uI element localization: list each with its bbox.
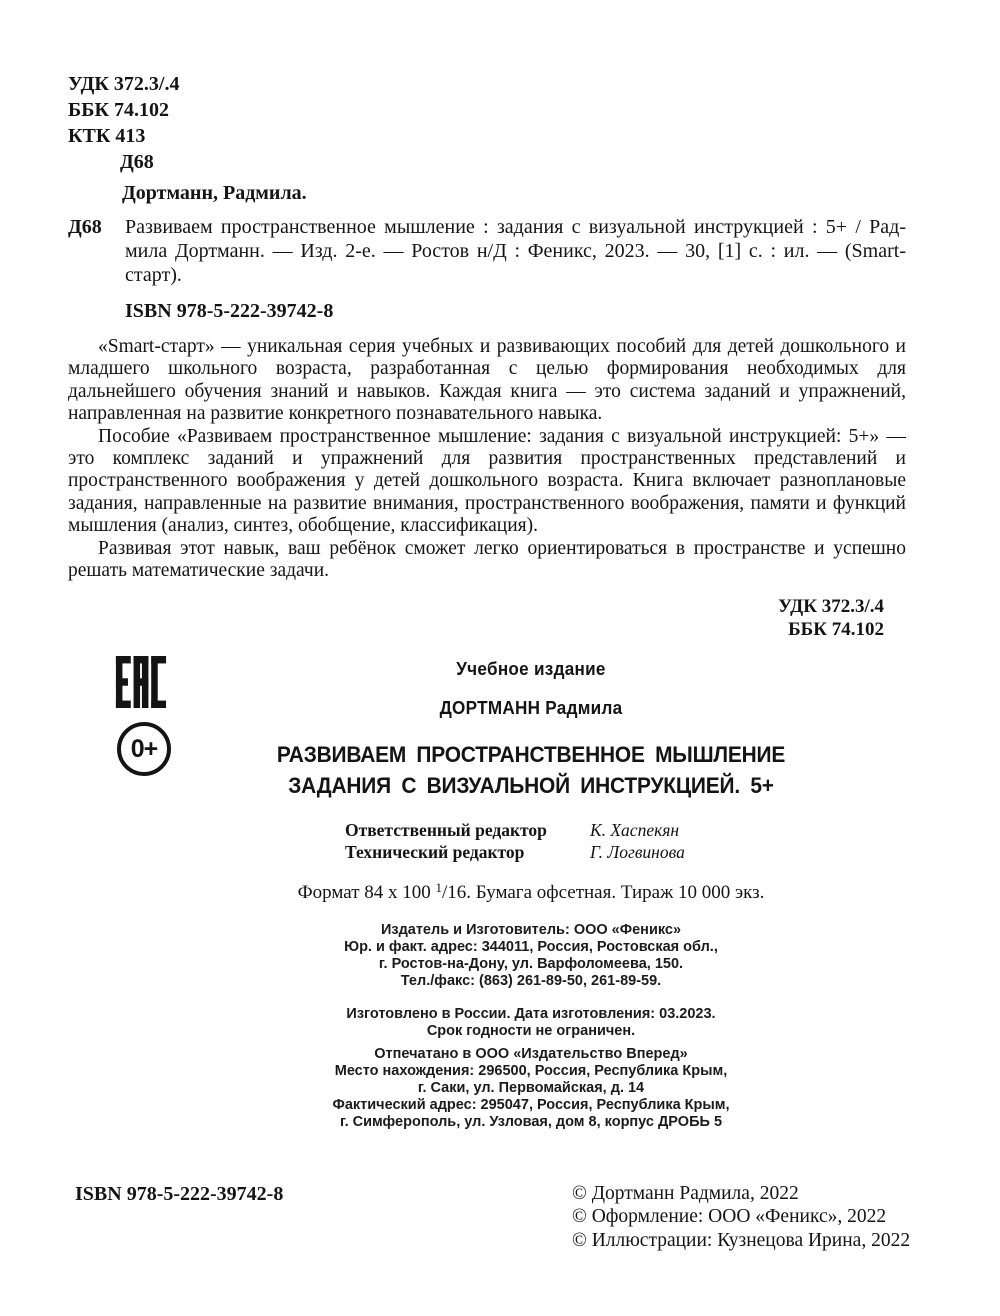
manufacture-block — [131, 1006, 931, 1040]
catalog-entry — [68, 215, 906, 287]
book-title — [151, 740, 911, 801]
bbk-code-top: ББК 74.102 — [68, 99, 169, 121]
ktk-code-top: КТК 413 — [68, 125, 146, 147]
printing-line: Отпечатано в ООО «Издательство Вперед» — [374, 1046, 688, 1062]
annotation — [68, 336, 906, 582]
book-title-line1: РАЗВИВАЕМ ПРОСТРАНСТВЕННОЕ МЫШЛЕНИЕ — [276, 742, 786, 767]
editor-role: Технический редактор — [345, 841, 525, 862]
catalog-entry-code: Д68 — [68, 216, 102, 238]
book-title-line2: ЗАДАНИЯ С ВИЗУАЛЬНОЙ ИНСТРУКЦИЕЙ. 5+ — [288, 772, 774, 798]
classification-codes — [68, 71, 179, 175]
publisher-block — [131, 922, 931, 990]
manufacture-line: Изготовлено в России. Дата изготовления: 03.2023. — [346, 1006, 716, 1022]
edition-kind: Учебное издание — [456, 659, 606, 679]
udk-code-top: УДК 372.3/.4 — [68, 73, 180, 95]
annotation-paragraph: Развивая этот навык, ваш ребёнок сможет легко ориентироваться в пространстве и успешно решать математические задачи. — [68, 537, 906, 582]
udk-code-right: УДК 372.3/.4 — [778, 596, 884, 617]
format-rest: /16. Бумага офсетная. Тираж 10 000 экз. — [442, 882, 765, 903]
catalog-entry-text: Развиваем пространственное мышление : задания с визуальной инструкцией : 5+ / Рад-мила Дортманн. — Изд. 2-е. — Ростов н/Д : Феникс, 2023. — 30, [1] с. : ил. — (Smart-старт). — [125, 216, 906, 286]
copyright-line: © Иллюстрации: Кузнецова Ирина, 2022 — [572, 1229, 911, 1251]
printing-line: Фактический адрес: 295047, Россия, Республика Крым, — [332, 1097, 730, 1113]
copyright-block — [572, 1182, 910, 1252]
copyright-line: © Дортманн Радмила, 2022 — [572, 1183, 799, 1204]
printing-line: г. Симферополь, ул. Узловая, дом 8, корпус ДРОБЬ 5 — [339, 1114, 723, 1130]
author-heading: Дортманн, Радмила. — [122, 182, 307, 204]
editor-name: К. Хаспекян — [590, 820, 680, 840]
author-sign-code: Д68 — [120, 151, 154, 173]
isbn-footer: ISBN 978-5-222-39742-8 — [75, 1183, 284, 1205]
publisher-line: Издатель и Изготовитель: ООО «Феникс» — [380, 922, 682, 938]
printing-line: Место нахождения: 296500, Россия, Республика Крым, — [334, 1063, 728, 1079]
manufacture-line: Срок годности не ограничен. — [426, 1023, 636, 1039]
format-line — [131, 880, 931, 904]
editors-list — [345, 820, 685, 863]
format-superscript: 1 — [435, 880, 443, 895]
edition-author: ДОРТМАНН Радмила — [439, 698, 623, 718]
copyright-line: © Оформление: ООО «Феникс», 2022 — [572, 1206, 887, 1228]
bbk-code-right: ББК 74.102 — [788, 619, 884, 640]
annotation-paragraph: Пособие «Развиваем пространственное мышление: задания с визуальной инструкцией: 5+» — это комплекс заданий и упражнений для развития пространственных представлений и пространственного воображения у детей дошкольного возраста. Книга включает разноплановые задания, направленные на развитие внимания, пространственного воображения, памяти и функций мышления (анализ, синтез, обобщение, классификация). — [68, 425, 906, 537]
isbn-top: ISBN 978-5-222-39742-8 — [125, 300, 334, 322]
editor-name: Г. Логвинова — [590, 841, 685, 862]
age-rating-badge: 0+ — [117, 722, 171, 776]
printing-block — [131, 1046, 931, 1131]
editor-role: Ответственный редактор — [345, 820, 547, 840]
format-prefix: Формат 84 х 100 — [297, 882, 436, 903]
publisher-line: Тел./факс: (863) 261-89-50, 261-89-59. — [400, 973, 662, 989]
printing-line: г. Саки, ул. Первомайская, д. 14 — [417, 1080, 645, 1096]
publisher-line: г. Ростов-на-Дону, ул. Варфоломеева, 150. — [378, 956, 684, 972]
publisher-line: Юр. и факт. адрес: 344011, Россия, Ростовская обл., — [344, 939, 718, 955]
annotation-paragraph: «Smart-старт» — уникальная серия учебных и развивающих пособий для детей дошкольного и младшего школьного возраста, разработанная с целью формирования необходимых для дальнейшего обучения знаний и навыков. Каждая книга — это система заданий и упражнений, направленная на развитие конкретного познавательного навыка. — [68, 336, 906, 425]
classification-codes-right — [778, 595, 884, 641]
